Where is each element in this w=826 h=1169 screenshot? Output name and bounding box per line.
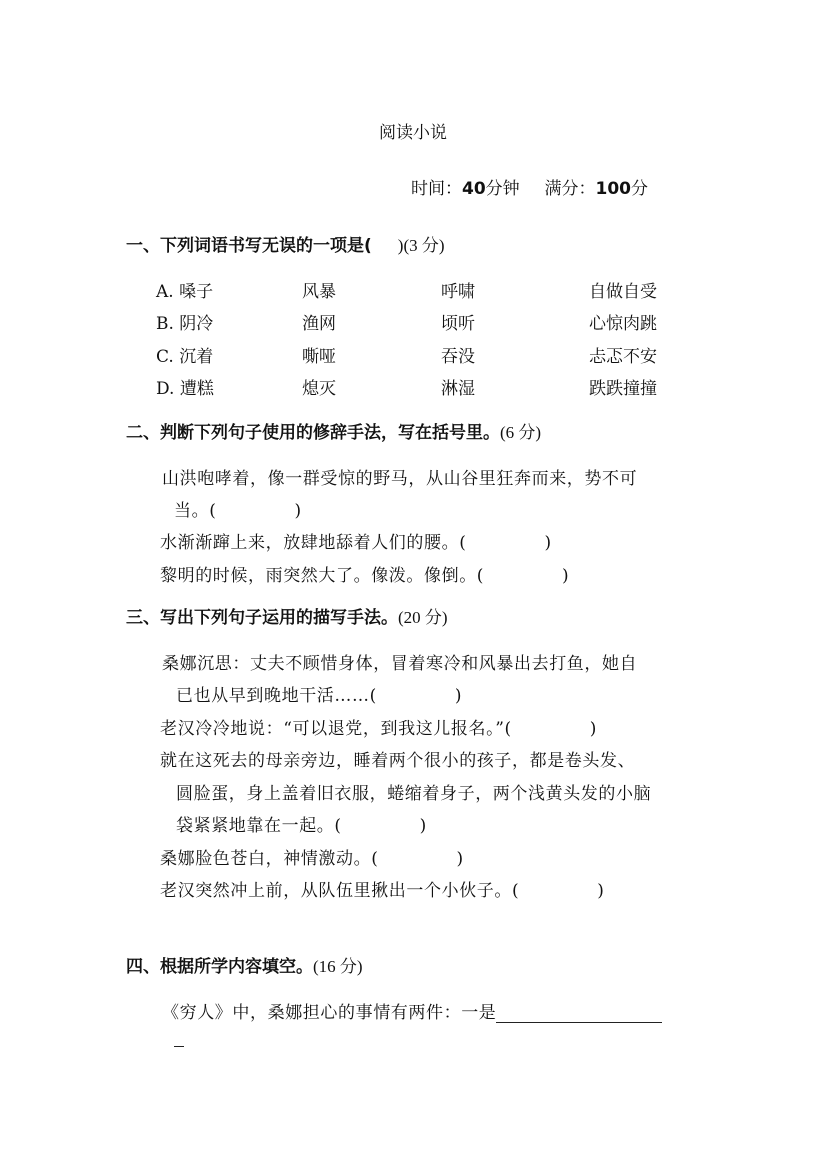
exam-meta bbox=[411, 174, 648, 199]
q3-sentence-4 bbox=[160, 844, 464, 869]
option-c-word-4: 忐忑不安 bbox=[589, 347, 657, 367]
q3-sentence-3-line-3 bbox=[176, 811, 427, 836]
option-d-word-2: 熄灭 bbox=[302, 379, 336, 399]
option-a-word-1: A. 嗓子 bbox=[156, 282, 214, 302]
option-b-word-2: 渔网 bbox=[302, 314, 336, 334]
question-4-score: (16 分) bbox=[313, 957, 363, 976]
option-d-word-3: 淋湿 bbox=[441, 379, 475, 399]
q3-sentence-1-line-1: 桑娜沉思：丈夫不顾惜身体，冒着寒冷和风暴出去打鱼，她自 bbox=[162, 654, 638, 674]
q3-sentence-5 bbox=[160, 876, 604, 901]
option-b-word-4: 心惊肉跳 bbox=[589, 314, 657, 334]
score-value: 100 bbox=[595, 179, 631, 199]
q2-sentence-2 bbox=[160, 528, 552, 553]
question-1-text: 一、下列词语书写无误的一项是( bbox=[126, 236, 372, 256]
close-paren: ) bbox=[562, 566, 570, 586]
question-2-heading bbox=[126, 418, 541, 443]
question-4-heading bbox=[126, 952, 363, 977]
close-paren: ) bbox=[597, 881, 605, 901]
close-paren: ) bbox=[454, 686, 463, 706]
q3-sentence-4-text: 桑娜脸色苍白，神情激动。( bbox=[160, 849, 379, 869]
q2-sentence-1-line-2 bbox=[174, 496, 302, 521]
q2-sentence-2-text: 水渐渐蹿上来，放肆地舔着人们的腰。( bbox=[160, 533, 467, 553]
option-a-word-3: 呼啸 bbox=[441, 282, 475, 302]
option-a-word-2: 风暴 bbox=[302, 282, 336, 302]
score-unit: 分 bbox=[630, 179, 648, 199]
q3-sentence-3-line-2: 圆脸蛋，身上盖着旧衣服，蜷缩着身子，两个浅黄头发的小脑 bbox=[176, 784, 652, 804]
question-3-heading bbox=[126, 603, 448, 628]
q3-sentence-2 bbox=[160, 714, 597, 739]
q4-fill-text: 《穷人》中，桑娜担心的事情有两件：一是 bbox=[162, 1003, 497, 1023]
option-c-word-2: 嘶哑 bbox=[302, 347, 336, 367]
option-c-word-1: C. 沉着 bbox=[156, 347, 214, 367]
option-c-word-3: 吞没 bbox=[441, 347, 475, 367]
q2-sentence-3 bbox=[160, 561, 569, 586]
q2-sentence-1-tail: 当。( bbox=[174, 501, 217, 521]
score-label: 满分： bbox=[544, 179, 596, 199]
close-paren: ) bbox=[294, 501, 302, 521]
option-b-word-1: B. 阴冷 bbox=[156, 314, 214, 334]
question-4-text: 四、根据所学内容填空。 bbox=[126, 957, 313, 977]
option-a-word-4: 自做自受 bbox=[589, 282, 657, 302]
option-d-word-4: 跌跌撞撞 bbox=[589, 379, 657, 399]
option-d-word-1: D. 遭糕 bbox=[156, 379, 214, 399]
close-paren: ) bbox=[456, 849, 464, 869]
time-label: 时间： bbox=[411, 179, 462, 199]
close-paren: ) bbox=[544, 533, 552, 553]
fill-blank-continuation[interactable] bbox=[174, 1030, 184, 1051]
question-3-score: (20 分) bbox=[398, 608, 448, 627]
question-3-text: 三、写出下列句子运用的描写手法。 bbox=[126, 608, 398, 628]
fill-blank[interactable] bbox=[496, 1004, 662, 1023]
time-unit: 分钟 bbox=[485, 179, 520, 199]
page-title: 阅读小说 bbox=[379, 123, 447, 143]
question-1-score: )(3 分) bbox=[397, 236, 445, 255]
close-paren: ) bbox=[589, 719, 597, 739]
q3-sentence-1-line-2 bbox=[176, 681, 462, 706]
q3-sentence-1-tail: 已也从早到晚地干活……( bbox=[176, 686, 377, 706]
time-value: 40 bbox=[462, 179, 486, 199]
question-2-score: (6 分) bbox=[500, 423, 542, 442]
option-b-word-3: 顷听 bbox=[441, 314, 475, 334]
q2-sentence-1-line-1: 山洪咆哮着，像一群受惊的野马，从山谷里狂奔而来，势不可 bbox=[162, 469, 638, 489]
q4-fill-line bbox=[162, 998, 662, 1023]
q3-sentence-3-line-1: 就在这死去的母亲旁边，睡着两个很小的孩子，都是卷头发、 bbox=[160, 751, 636, 771]
question-2-text: 二、判断下列句子使用的修辞手法，写在括号里。 bbox=[126, 423, 500, 443]
close-paren: ) bbox=[419, 816, 427, 836]
q2-sentence-3-text: 黎明的时候，雨突然大了。像泼。像倒。( bbox=[160, 566, 485, 586]
q3-sentence-3-tail: 袋紧紧地靠在一起。( bbox=[176, 816, 342, 836]
q3-sentence-2-text: 老汉冷冷地说：“可以退党，到我这儿报名。”( bbox=[160, 719, 512, 739]
question-1-heading bbox=[126, 231, 445, 256]
fill-blank-underline bbox=[174, 1030, 184, 1047]
q3-sentence-5-text: 老汉突然冲上前，从队伍里揪出一个小伙子。( bbox=[160, 881, 520, 901]
